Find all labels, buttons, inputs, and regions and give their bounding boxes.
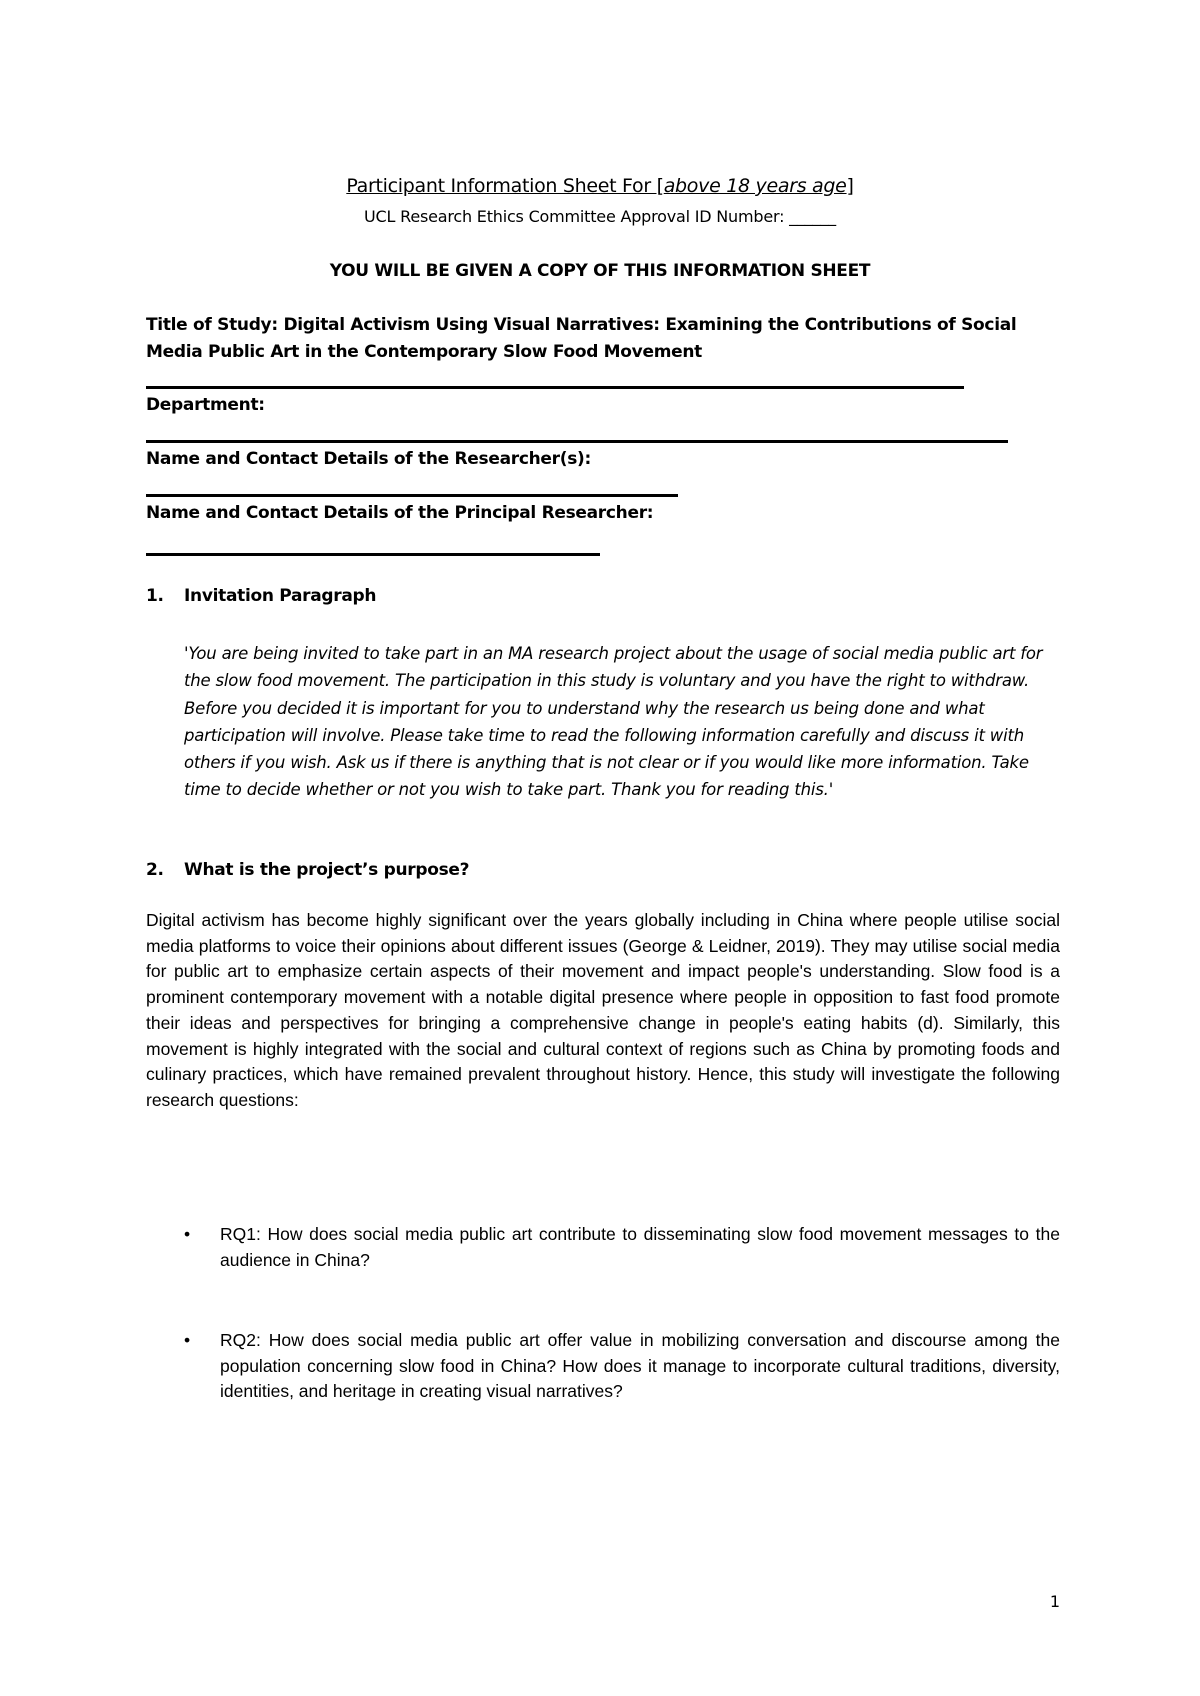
title-main: Participant Information Sheet For [	[346, 175, 664, 197]
section-title: Invitation Paragraph	[184, 586, 377, 606]
research-question-1: RQ1: How does social media public art contribute to disseminating slow food movement messages to the audience in China?	[220, 1224, 1060, 1270]
section-number: 1.	[146, 586, 164, 606]
copy-notice: YOU WILL BE GIVEN A COPY OF THIS INFORMATION SHEET	[329, 261, 871, 281]
blank-line-rule	[146, 386, 964, 389]
department-label: Department:	[146, 395, 265, 415]
blank-line-rule	[146, 553, 600, 556]
invitation-paragraph: 'You are being invited to take part in an MA research project about the usage of social media public art for the slow food movement. The participation in this study is voluntary and you have the right to withdraw. Before you decided it is important for you to understand why the research us being done and what participation will involve. Please take time to read the following information carefully and discuss it with others if you wish. Ask us if there is anything that is not clear or if you would like more information. Take time to decide whether or not you wish to take part. Thank you for reading this.'	[184, 644, 1043, 800]
study-title-line-1: Title of Study: Digital Activism Using Visual Narratives: Examining the Contributions of Social	[146, 315, 1017, 335]
document-title	[0, 175, 1200, 197]
study-title	[146, 312, 1016, 366]
section-title: What is the project’s purpose?	[184, 860, 470, 880]
principal-researcher-label: Name and Contact Details of the Principal Researcher:	[146, 503, 654, 523]
title-italic: above 18 years age	[663, 175, 847, 197]
title-close: ]	[846, 175, 854, 197]
page-number: 1	[1049, 1592, 1060, 1611]
section-number: 2.	[146, 860, 164, 880]
researchers-label: Name and Contact Details of the Researcher(s):	[146, 449, 591, 469]
purpose-paragraph: Digital activism has become highly significant over the years globally including in China where people utilise social media platforms to voice their opinions about different issues (George & Leidner, 2019). They may utilise social media for public art to emphasize certain aspects of their movement and impact people's understanding. Slow food is a prominent contemporary movement with a notable digital presence where people in opposition to fast food promote their ideas and perspectives for bringing a comprehensive change in people's eating habits (d). Similarly, this movement is highly integrated with the social and cultural context of regions such as China by promoting foods and culinary practices, which have remained prevalent throughout history. Hence, this study will investigate the following research questions:	[146, 910, 1060, 1110]
approval-id-line: UCL Research Ethics Committee Approval ID Number: ______	[364, 207, 836, 226]
bullet-icon: •	[184, 1224, 191, 1244]
blank-line-rule	[146, 440, 1008, 443]
section-heading-invitation	[146, 586, 376, 606]
bullet-icon: •	[184, 1330, 191, 1350]
study-title-line-2: Media Public Art in the Contemporary Slow Food Movement	[146, 342, 702, 362]
blank-line-rule	[146, 494, 678, 497]
research-question-2: RQ2: How does social media public art offer value in mobilizing conversation and discourse among the population concerning slow food in China? How does it manage to incorporate cultural traditions, diversity, identities, and heritage in creating visual narratives?	[220, 1330, 1060, 1401]
section-heading-purpose	[146, 860, 469, 880]
